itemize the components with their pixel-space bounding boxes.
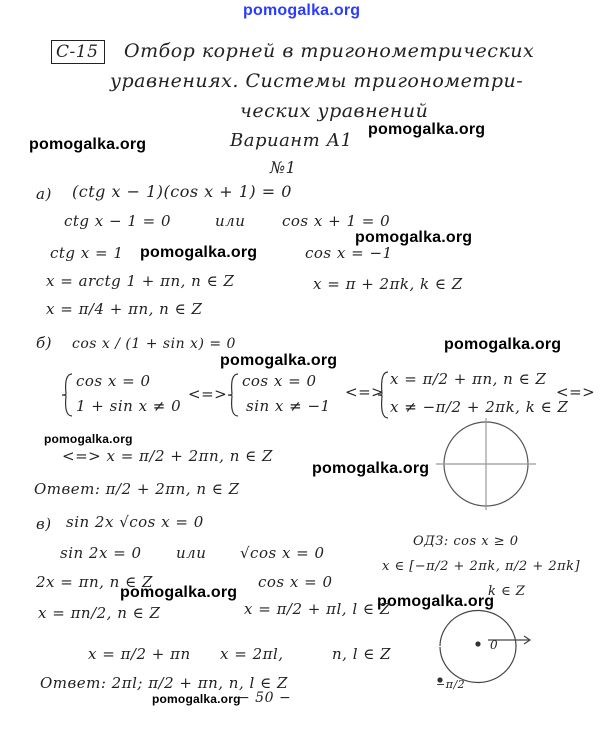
- part-c-odz-interval: x ∈ [−π/2 + 2πk, π/2 + 2πk]: [382, 559, 581, 574]
- part-b-arrow-2: <=>: [345, 383, 385, 401]
- part-a-right-3: x = π + 2πk, k ∈ Z: [313, 275, 463, 293]
- part-c-left-1: sin 2x = 0: [60, 544, 142, 562]
- part-c-k-in-z: k ∈ Z: [488, 584, 526, 599]
- part-a-left-4: x = π/4 + πn, n ∈ Z: [46, 300, 203, 318]
- watermark-11[interactable]: pomogalka.org: [152, 692, 241, 706]
- part-a-right-2: cos x = −1: [305, 244, 393, 262]
- title-line-3: ческих уравнений: [240, 100, 429, 122]
- system-brace-2: [226, 372, 242, 418]
- watermark-8[interactable]: pomogalka.org: [312, 460, 430, 477]
- part-c-label: в): [36, 515, 52, 533]
- watermark-1[interactable]: pomogalka.org: [368, 121, 486, 138]
- part-c-or: или: [176, 544, 207, 562]
- part-b-system-2a: cos x = 0: [242, 372, 317, 390]
- watermark-6[interactable]: pomogalka.org: [220, 352, 338, 369]
- watermark-4[interactable]: pomogalka.org: [140, 244, 258, 261]
- watermark-9[interactable]: pomogalka.org: [120, 584, 238, 601]
- part-a-label: а): [36, 185, 52, 203]
- part-c-right-3: x = π/2 + πl, l ∈ Z: [244, 600, 391, 618]
- unit-circle-c: [400, 606, 532, 684]
- part-c-odz: ОДЗ: cos x ≥ 0: [413, 534, 519, 549]
- watermark-top[interactable]: pomogalka.org: [243, 2, 361, 19]
- problem-number: №1: [270, 158, 297, 177]
- part-b-system-3b: x ≠ −π/2 + 2πk, k ∈ Z: [390, 398, 569, 416]
- part-a-left-3: x = arctg 1 + πn, n ∈ Z: [46, 272, 235, 290]
- circle-label-bottom: −π/2: [436, 678, 466, 691]
- part-b-system-1b: 1 + sin x ≠ 0: [76, 397, 182, 415]
- watermark-10[interactable]: pomogalka.org: [377, 593, 495, 610]
- part-a-equation: (ctg x − 1)(cos x + 1) = 0: [72, 182, 292, 201]
- watermark-5[interactable]: pomogalka.org: [444, 336, 562, 353]
- part-b-answer: Ответ: π/2 + 2πn, n ∈ Z: [34, 480, 240, 498]
- part-c-result-3: n, l ∈ Z: [332, 645, 392, 663]
- part-c-left-2: 2x = πn, n ∈ Z: [36, 573, 153, 591]
- part-c-left-3: x = πn/2, n ∈ Z: [38, 604, 161, 622]
- part-b-arrow-3: <=>: [556, 383, 596, 401]
- part-b-result: <=> x = π/2 + 2πn, n ∈ Z: [62, 447, 273, 465]
- part-b-system-3a: x = π/2 + πn, n ∈ Z: [390, 370, 547, 388]
- part-b-system-2b: sin x ≠ −1: [246, 397, 331, 415]
- part-a-left-1: ctg x − 1 = 0: [64, 212, 172, 230]
- title-line-2: уравнениях. Системы тригонометри-: [110, 70, 524, 92]
- system-brace-1: [60, 372, 76, 418]
- variant-label: Вариант А1: [230, 130, 353, 151]
- part-c-equation: sin 2x √cos x = 0: [66, 513, 204, 531]
- part-a-or: или: [215, 212, 246, 230]
- part-c-right-1: √cos x = 0: [240, 544, 325, 562]
- watermark-3[interactable]: pomogalka.org: [355, 229, 473, 246]
- section-label: С-15: [56, 42, 99, 62]
- part-c-right-2: cos x = 0: [258, 573, 333, 591]
- part-b-fraction: cos x / (1 + sin x) = 0: [72, 336, 236, 352]
- part-b-system-1a: cos x = 0: [76, 372, 151, 390]
- part-c-result-2: x = 2πl,: [220, 645, 284, 663]
- part-b-arrow-1: <=>: [188, 385, 228, 403]
- part-c-answer: Ответ: 2πl; π/2 + πn, n, l ∈ Z: [40, 674, 288, 692]
- watermark-7[interactable]: pomogalka.org: [44, 432, 133, 446]
- circle-label-zero: 0: [490, 638, 499, 652]
- part-c-result-1: x = π/2 + πn: [88, 645, 191, 663]
- page-number: − 50 −: [238, 690, 292, 706]
- part-a-left-2: ctg x = 1: [50, 244, 124, 262]
- part-b-label: б): [36, 334, 53, 352]
- part-a-right-1: cos x + 1 = 0: [282, 212, 391, 230]
- title-line-1: Отбор корней в тригонометрических: [124, 40, 535, 62]
- unit-circle-b: [436, 418, 536, 510]
- watermark-2[interactable]: pomogalka.org: [29, 136, 147, 153]
